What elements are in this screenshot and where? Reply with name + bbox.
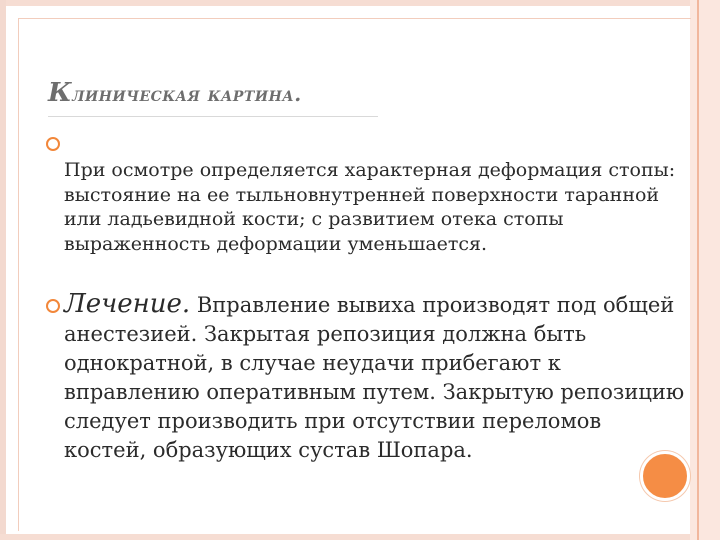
title-initial: К <box>48 78 73 108</box>
bullet-text-2 <box>64 290 689 465</box>
bullet-circle-icon <box>46 299 60 313</box>
bullet-circle-icon <box>46 137 60 151</box>
bullet-lead: Лечение. <box>64 289 191 319</box>
frame-right-line <box>697 0 699 540</box>
title-underline <box>48 116 378 117</box>
frame-bottom <box>0 534 720 540</box>
frame-right <box>690 0 720 540</box>
frame-left <box>0 0 6 540</box>
slide-title <box>48 78 302 108</box>
decorative-orange-circle <box>640 451 690 501</box>
frame-top <box>0 0 720 6</box>
bullet-body: Вправление вывиха производят под общей анестезией. Закрытая репозиция должна быть однократной, в случае неудачи прибегают к вправлению оперативным путем. Закрытую репозицию следует производить при отсутствии переломов костей, образующих сустав Шопара. <box>64 293 685 462</box>
title-rest: линическая картина. <box>72 82 302 106</box>
bullet-text-1: При осмотре определяется характерная деформация стопы: выстояние на ее тыльновнутренней поверхности таранной или ладьевидной кости; с развитием отека стопы выраженность деформации уменьшается. <box>64 159 676 255</box>
